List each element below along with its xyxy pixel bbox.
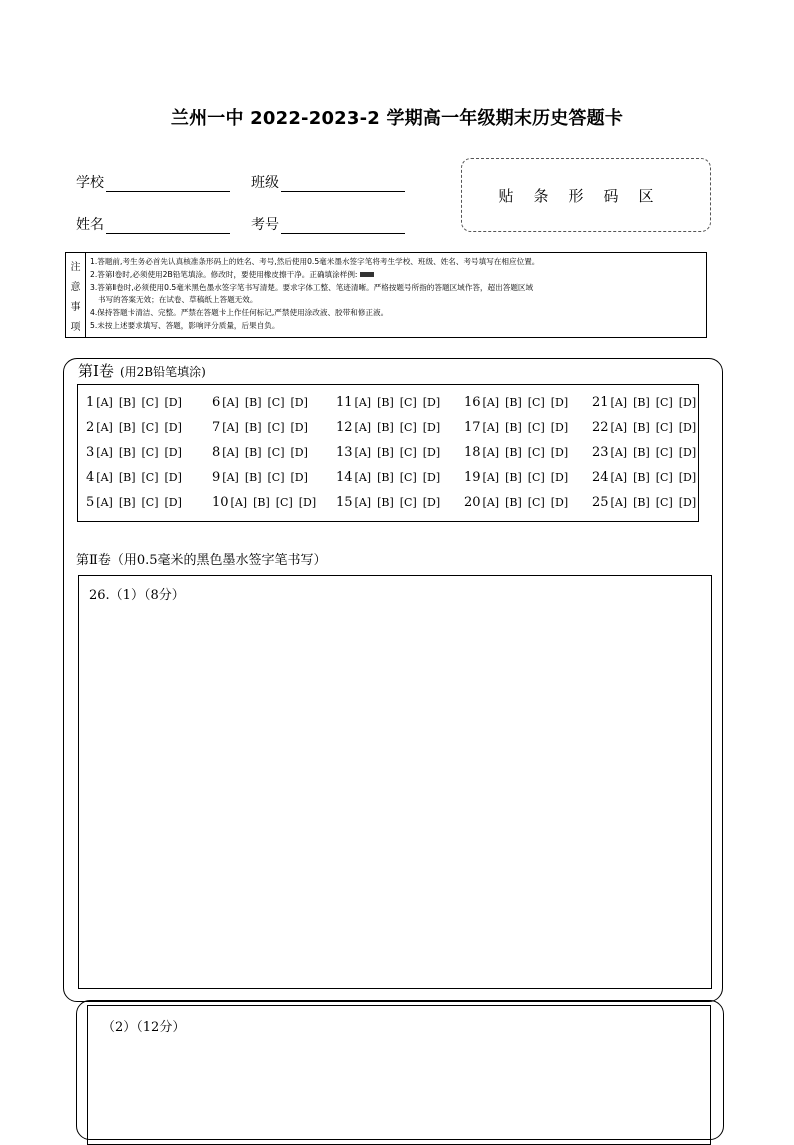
option-bubble[interactable]: [A]: [610, 496, 628, 509]
option-bubble[interactable]: [C]: [399, 446, 417, 459]
option-bubble[interactable]: [A]: [610, 446, 628, 459]
notice-item: 3.答第Ⅱ卷时,必须使用0.5毫米黑色墨水签字笔书写清楚。要求字体工整、笔迹清晰。严格按题号所指的答题区域作答，超出答题区域: [90, 282, 534, 292]
option-bubble[interactable]: [A]: [610, 471, 628, 484]
option-bubble[interactable]: [B]: [253, 496, 270, 509]
question-number: 11: [336, 395, 353, 410]
option-bubble[interactable]: [A]: [96, 496, 113, 509]
exam-number-field[interactable]: [251, 214, 405, 234]
page-title: 兰州一中 2022-2023-2 学期高一年级期末历史答题卡: [170, 108, 624, 129]
option-bubble[interactable]: [D]: [422, 471, 441, 484]
school-line[interactable]: [106, 177, 230, 192]
option-bubble[interactable]: [A]: [354, 396, 372, 409]
option-bubble[interactable]: [A]: [96, 421, 113, 434]
question-number: 16: [464, 395, 481, 410]
option-bubble[interactable]: [C]: [141, 446, 159, 459]
option-bubble[interactable]: [A]: [482, 446, 500, 459]
notice-items: [86, 253, 706, 337]
question-16: [464, 395, 574, 410]
option-bubble[interactable]: [B]: [377, 421, 394, 434]
option-bubble[interactable]: [D]: [550, 396, 569, 409]
option-bubble[interactable]: [C]: [527, 446, 545, 459]
question-number: 22: [592, 420, 609, 435]
notice-side-char: 意: [70, 281, 81, 293]
question-number: 3: [86, 445, 95, 460]
barcode-label: 贴条形码区: [498, 186, 674, 205]
question-22: [592, 420, 702, 435]
option-bubble[interactable]: [A]: [96, 396, 113, 409]
option-bubble[interactable]: [D]: [422, 446, 441, 459]
option-bubble[interactable]: [C]: [141, 471, 159, 484]
option-bubble[interactable]: [C]: [655, 446, 673, 459]
option-bubble[interactable]: [B]: [633, 496, 650, 509]
option-bubble[interactable]: [B]: [377, 446, 394, 459]
option-bubble[interactable]: [B]: [505, 446, 522, 459]
option-bubble[interactable]: [D]: [164, 421, 182, 434]
question-number: 4: [86, 470, 95, 485]
option-bubble[interactable]: [D]: [422, 396, 441, 409]
option-bubble[interactable]: [A]: [482, 471, 500, 484]
option-bubble[interactable]: [B]: [244, 396, 262, 409]
question-number: 8: [212, 445, 221, 460]
option-bubble[interactable]: [A]: [222, 471, 239, 484]
notice-item: [90, 269, 702, 282]
class-label: 班级: [251, 175, 279, 191]
option-bubble[interactable]: [B]: [377, 496, 394, 509]
barcode-area: [461, 158, 711, 232]
question-17: [464, 420, 574, 435]
option-bubble[interactable]: [A]: [482, 496, 500, 509]
option-bubble[interactable]: [D]: [422, 496, 441, 509]
class-line[interactable]: [281, 177, 405, 192]
option-bubble[interactable]: [A]: [222, 421, 239, 434]
option-bubble[interactable]: [A]: [610, 421, 628, 434]
option-bubble[interactable]: [C]: [655, 471, 673, 484]
option-bubble[interactable]: [A]: [230, 496, 248, 509]
option-bubble[interactable]: [A]: [222, 446, 239, 459]
option-bubble[interactable]: [B]: [505, 471, 522, 484]
question-number: 17: [464, 420, 481, 435]
option-bubble[interactable]: [C]: [267, 396, 285, 409]
option-bubble[interactable]: [A]: [96, 446, 113, 459]
question-number: 19: [464, 470, 481, 485]
option-bubble[interactable]: [C]: [399, 396, 417, 409]
option-bubble[interactable]: [C]: [267, 471, 285, 484]
question-number: 10: [212, 495, 229, 510]
question-number: 9: [212, 470, 221, 485]
fill-sample-swatch: [360, 272, 374, 277]
question-number: 24: [592, 470, 609, 485]
answer-box-26-1[interactable]: [78, 575, 712, 989]
question-7: [212, 420, 314, 435]
option-bubble[interactable]: [C]: [267, 446, 285, 459]
question-number: 6: [212, 395, 221, 410]
option-bubble[interactable]: [B]: [377, 471, 394, 484]
option-bubble[interactable]: [A]: [482, 396, 500, 409]
option-bubble[interactable]: [B]: [118, 446, 136, 459]
class-field[interactable]: [251, 172, 405, 192]
answer-box-26-2[interactable]: [87, 1005, 711, 1145]
question-11: [336, 395, 446, 410]
question-25: [592, 495, 702, 510]
question-number: 1: [86, 395, 95, 410]
option-bubble[interactable]: [D]: [164, 471, 182, 484]
question-number: 13: [336, 445, 353, 460]
notice-side-label: [66, 253, 86, 337]
question-23: [592, 445, 702, 460]
notice-box: [65, 252, 707, 338]
question-number: 14: [336, 470, 353, 485]
question-number: 25: [592, 495, 609, 510]
exam-number-label: 考号: [251, 217, 279, 233]
question-1: [86, 395, 188, 410]
question-5: [86, 495, 188, 510]
option-bubble[interactable]: [A]: [354, 496, 372, 509]
option-bubble[interactable]: [B]: [118, 421, 136, 434]
option-bubble[interactable]: [A]: [354, 446, 372, 459]
option-bubble[interactable]: [D]: [290, 446, 308, 459]
option-bubble[interactable]: [A]: [610, 396, 628, 409]
option-bubble[interactable]: [D]: [164, 396, 182, 409]
question-number: 7: [212, 420, 221, 435]
question-12: [336, 420, 446, 435]
notice-item: 5.未按上述要求填写、答题，影响评分质量，后果自负。: [90, 320, 280, 330]
option-bubble[interactable]: [A]: [354, 421, 372, 434]
section1-heading: [78, 360, 206, 381]
question-8: [212, 445, 314, 460]
option-bubble[interactable]: [D]: [290, 471, 308, 484]
option-bubble[interactable]: [A]: [96, 471, 113, 484]
option-bubble[interactable]: [D]: [550, 496, 569, 509]
question-number: 5: [86, 495, 95, 510]
option-bubble[interactable]: [B]: [118, 496, 136, 509]
option-bubble[interactable]: [D]: [550, 446, 569, 459]
question-number: 20: [464, 495, 481, 510]
option-bubble[interactable]: [C]: [527, 396, 545, 409]
option-bubble[interactable]: [B]: [633, 446, 650, 459]
option-bubble[interactable]: [D]: [550, 421, 569, 434]
option-bubble[interactable]: [C]: [655, 421, 673, 434]
option-bubble[interactable]: [B]: [633, 471, 650, 484]
question-2: [86, 420, 188, 435]
question-26-1-label: 26.（1）（8分）: [89, 588, 185, 603]
notice-item: 4.保持答题卡清洁、完整。严禁在答题卡上作任何标记,严禁使用涂改液、胶带和修正液。: [90, 308, 389, 318]
notice-side-char: 项: [70, 321, 81, 333]
question-13: [336, 445, 446, 460]
question-10: [212, 495, 322, 510]
exam-number-line[interactable]: [281, 219, 405, 234]
option-bubble[interactable]: [A]: [482, 421, 500, 434]
option-bubble[interactable]: [A]: [354, 471, 372, 484]
option-bubble[interactable]: [B]: [244, 446, 262, 459]
option-bubble[interactable]: [C]: [527, 421, 545, 434]
question-19: [464, 470, 574, 485]
option-bubble[interactable]: [D]: [290, 396, 308, 409]
question-6: [212, 395, 314, 410]
name-field[interactable]: [76, 214, 230, 234]
option-bubble[interactable]: [D]: [550, 471, 569, 484]
option-bubble[interactable]: [D]: [678, 471, 697, 484]
question-18: [464, 445, 574, 460]
option-bubble[interactable]: [B]: [505, 496, 522, 509]
option-bubble[interactable]: [B]: [244, 421, 262, 434]
option-bubble[interactable]: [C]: [399, 421, 417, 434]
option-bubble[interactable]: [D]: [164, 446, 182, 459]
school-field[interactable]: [76, 172, 230, 192]
option-bubble[interactable]: [C]: [527, 496, 545, 509]
notice-item: 书写的答案无效；在试卷、草稿纸上答题无效。: [98, 295, 258, 305]
question-14: [336, 470, 446, 485]
option-bubble[interactable]: [B]: [633, 396, 650, 409]
option-bubble[interactable]: [D]: [164, 496, 182, 509]
option-bubble[interactable]: [D]: [298, 496, 317, 509]
section1-note: (用2B铅笔填涂): [119, 365, 206, 379]
option-bubble[interactable]: [D]: [678, 421, 697, 434]
notice-side-char: 注: [70, 261, 81, 273]
question-24: [592, 470, 702, 485]
notice-side-char: 事: [70, 301, 81, 313]
school-label: 学校: [76, 175, 104, 191]
question-15: [336, 495, 446, 510]
question-number: 15: [336, 495, 353, 510]
section1-title: 第Ⅰ卷: [78, 362, 114, 380]
option-bubble[interactable]: [B]: [118, 396, 136, 409]
section2-title: 第Ⅱ卷（用0.5毫米的黑色墨水签字笔书写）: [76, 553, 327, 568]
option-bubble[interactable]: [B]: [505, 396, 522, 409]
option-bubble[interactable]: [D]: [678, 446, 697, 459]
option-bubble[interactable]: [B]: [633, 421, 650, 434]
option-bubble[interactable]: [B]: [244, 471, 262, 484]
option-bubble[interactable]: [C]: [141, 496, 159, 509]
name-label: 姓名: [76, 217, 104, 233]
question-number: 23: [592, 445, 609, 460]
option-bubble[interactable]: [C]: [267, 421, 285, 434]
option-bubble[interactable]: [D]: [678, 496, 697, 509]
option-bubble[interactable]: [B]: [118, 471, 136, 484]
notice-item-text: 2.答第Ⅰ卷时,必须使用2B铅笔填涂。修改时，要使用橡皮擦干净。正确填涂样例:: [90, 269, 358, 279]
question-20: [464, 495, 574, 510]
option-bubble[interactable]: [B]: [377, 396, 394, 409]
option-bubble[interactable]: [A]: [222, 396, 239, 409]
question-number: 2: [86, 420, 95, 435]
option-bubble[interactable]: [C]: [399, 496, 417, 509]
question-number: 18: [464, 445, 481, 460]
question-26-2-label: （2）（12分）: [102, 1020, 186, 1035]
name-line[interactable]: [106, 219, 230, 234]
option-bubble[interactable]: [C]: [141, 421, 159, 434]
question-21: [592, 395, 702, 410]
question-4: [86, 470, 188, 485]
multiple-choice-grid: [77, 384, 699, 522]
option-bubble[interactable]: [D]: [290, 421, 308, 434]
question-3: [86, 445, 188, 460]
question-9: [212, 470, 314, 485]
question-number: 12: [336, 420, 353, 435]
notice-item: 1.答题前,考生务必首先认真核准条形码上的姓名、考号,然后使用0.5毫米墨水签字笔将考生学校、班级、姓名、考号填写在相应位置。: [90, 257, 540, 266]
option-bubble[interactable]: [C]: [655, 496, 673, 509]
option-bubble[interactable]: [B]: [505, 421, 522, 434]
option-bubble[interactable]: [D]: [422, 421, 441, 434]
option-bubble[interactable]: [D]: [678, 396, 697, 409]
option-bubble[interactable]: [C]: [399, 471, 417, 484]
option-bubble[interactable]: [C]: [527, 471, 545, 484]
option-bubble[interactable]: [C]: [275, 496, 293, 509]
question-number: 21: [592, 395, 609, 410]
option-bubble[interactable]: [C]: [141, 396, 159, 409]
option-bubble[interactable]: [C]: [655, 396, 673, 409]
